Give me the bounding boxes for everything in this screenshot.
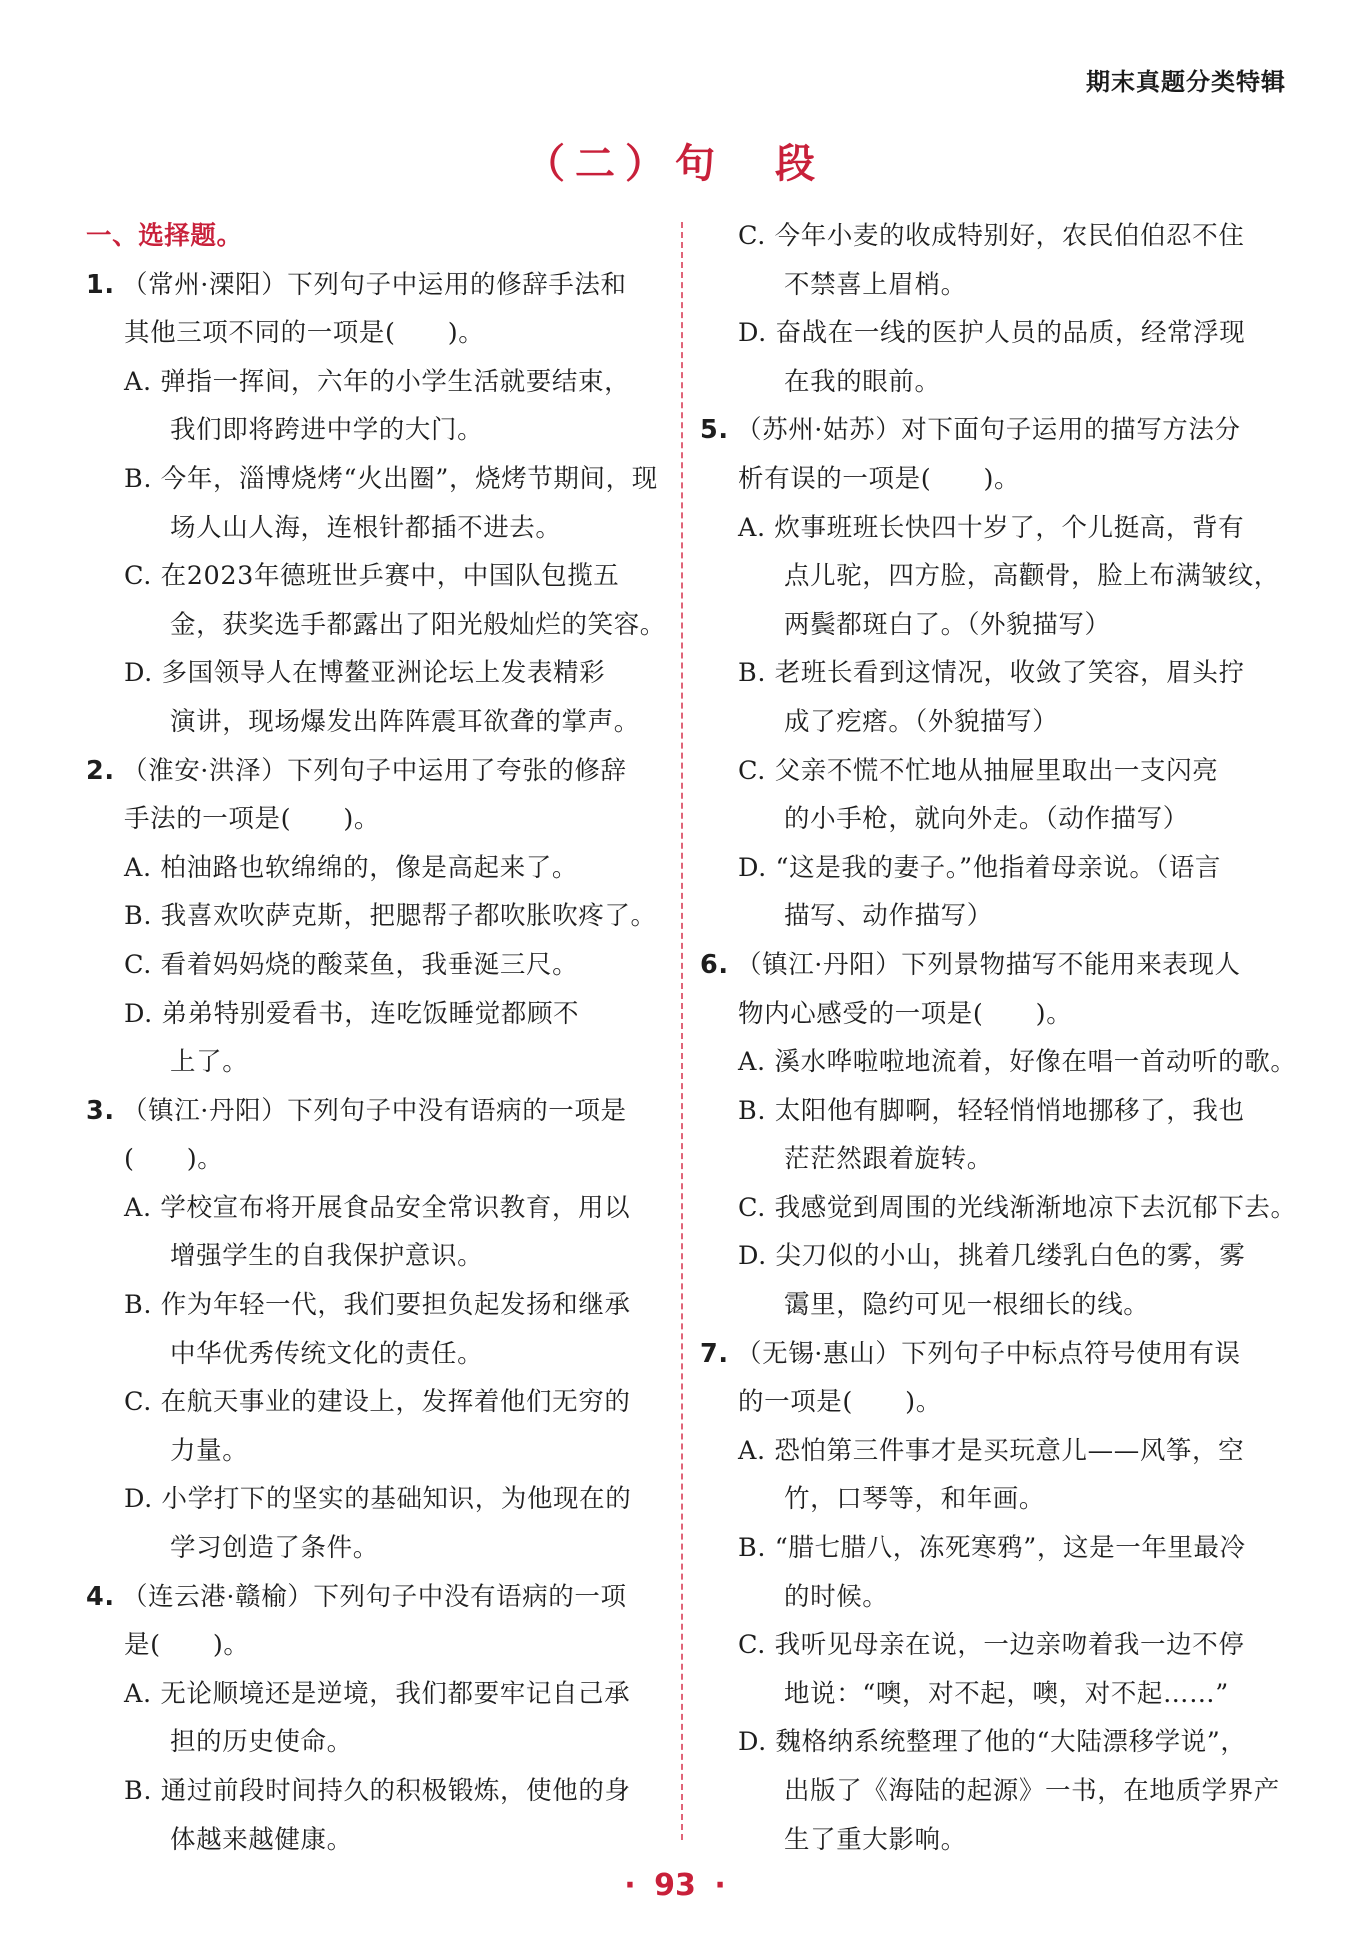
question-number: 1. — [86, 269, 115, 300]
answer-option-line: 演讲，现场爆发出阵阵震耳欲聋的掌声。 — [170, 706, 640, 737]
answer-option-line: A. 溪水哗啦啦地流着，好像在唱一首动听的歌。 — [738, 1047, 1297, 1078]
answer-option-line: 在我的眼前。 — [784, 366, 941, 397]
page-dot-right: · — [714, 1868, 726, 1903]
answer-option-line: A. 无论顺境还是逆境，我们都要牢记自己承 — [124, 1678, 631, 1709]
question-text: （常州·溧阳）下列句子中运用的修辞手法和 — [122, 269, 627, 300]
answer-option-line: 霭里，隐约可见一根细长的线。 — [784, 1290, 1150, 1321]
answer-option-line: A. 柏油路也软绵绵的，像是高起来了。 — [124, 852, 579, 883]
answer-option-line: D. 尖刀似的小山，挑着几缕乳白色的雾，雾 — [738, 1241, 1246, 1272]
left-column — [86, 212, 666, 1864]
answer-option-line: D. 魏格纳系统整理了他的“大陆漂移学说”， — [738, 1727, 1247, 1758]
answer-option-line: C. 在航天事业的建设上，发挥着他们无穷的 — [124, 1387, 631, 1418]
series-title: 期末真题分类特辑 — [1086, 68, 1286, 96]
answer-option-line: 竹，口琴等，和年画。 — [784, 1484, 1046, 1515]
question-text: （镇江·丹阳）下列句子中没有语病的一项是 — [122, 1095, 627, 1126]
answer-option-line: C. 看着妈妈烧的酸菜鱼，我垂涎三尺。 — [124, 949, 579, 980]
question-number: 4. — [86, 1581, 115, 1612]
answer-option-line: 出版了《海陆的起源》一书，在地质学界产 — [784, 1776, 1280, 1806]
question-text: （无锡·惠山）下列句子中标点符号使用有误 — [736, 1338, 1241, 1369]
question-stem-continued: 手法的一项是( )。 — [124, 804, 380, 835]
answer-option-line: D. “这是我的妻子。”他指着母亲说。（语言 — [738, 852, 1222, 883]
answer-option-line: 描写、动作描写） — [784, 901, 993, 932]
question-number: 5. — [700, 415, 729, 446]
question-number: 3. — [86, 1095, 115, 1126]
answer-option-line: 不禁喜上眉梢。 — [784, 269, 967, 300]
answer-option-line: 生了重大影响。 — [784, 1824, 967, 1855]
answer-option-line: B. “腊七腊八，冻死寒鸦”，这是一年里最冷 — [738, 1533, 1246, 1564]
answer-option-line: 我们即将跨进中学的大门。 — [170, 415, 484, 446]
section-title: （二）句 段 — [525, 141, 825, 187]
answer-option-line: A. 恐怕第三件事才是买玩意儿——风筝，空 — [738, 1435, 1245, 1466]
question-number: 6. — [700, 949, 729, 980]
answer-option-line: C. 父亲不慌不忙地从抽屉里取出一支闪亮 — [738, 755, 1219, 786]
answer-option-line: C. 今年小麦的收成特别好，农民伯伯忍不住 — [738, 221, 1245, 251]
question-stem-continued: 其他三项不同的一项是( )。 — [124, 318, 485, 349]
answer-option-line: A. 弹指一挥间，六年的小学生活就要结束， — [124, 366, 631, 397]
answer-option-line: C. 在2023年德班世乒赛中，中国队包揽五 — [124, 561, 620, 592]
answer-option-line: 增强学生的自我保护意识。 — [170, 1241, 484, 1272]
question-text: （苏州·姑苏）对下面句子运用的描写方法分 — [736, 415, 1241, 446]
answer-option-line: 两鬓都斑白了。（外貌描写） — [784, 609, 1111, 640]
answer-option-line: C. 我感觉到周围的光线渐渐地凉下去沉郁下去。 — [738, 1192, 1297, 1223]
answer-option-line: 力量。 — [170, 1435, 249, 1466]
right-question-lines — [700, 212, 1297, 1864]
question-stem-continued: 是( )。 — [124, 1630, 250, 1661]
question-stem — [86, 1573, 666, 1622]
answer-option-line: D. 奋战在一线的医护人员的品质，经常浮现 — [738, 318, 1246, 349]
answer-option-line: 担的历史使命。 — [170, 1727, 353, 1758]
question-stem — [86, 261, 666, 310]
answer-option-line: 成了疙瘩。（外貌描写） — [784, 706, 1059, 737]
answer-option-line: D. 多国领导人在博鳌亚洲论坛上发表精彩 — [124, 658, 606, 689]
answer-option-line: B. 今年，淄博烧烤“火出圈”，烧烤节期间，现 — [124, 463, 658, 494]
question-stem — [86, 1087, 666, 1136]
answer-option-line: C. 我听见母亲在说，一边亲吻着我一边不停 — [738, 1630, 1245, 1661]
answer-option-line: 点儿驼，四方脸，高颧骨，脸上布满皱纹， — [784, 561, 1280, 592]
page-number — [0, 1868, 1350, 1903]
answer-option-line: D. 小学打下的坚实的基础知识，为他现在的 — [124, 1484, 632, 1515]
question-stem-continued: 析有误的一项是( )。 — [738, 463, 1021, 494]
question-stem-continued: 的一项是( )。 — [738, 1387, 942, 1418]
answer-option-line: 金，获奖选手都露出了阳光般灿烂的笑容。 — [170, 609, 666, 640]
page-dot-left: · — [624, 1868, 636, 1903]
answer-option-line: 中华优秀传统文化的责任。 — [170, 1338, 484, 1369]
question-stem-continued: 物内心感受的一项是( )。 — [738, 998, 1073, 1029]
answer-option-line: 茫茫然跟着旋转。 — [784, 1144, 993, 1175]
question-text: （连云港·赣榆）下列句子中没有语病的一项 — [122, 1581, 627, 1612]
question-stem — [86, 747, 666, 796]
left-question-lines — [86, 261, 666, 1865]
question-number: 2. — [86, 755, 115, 786]
answer-option-line: 地说：“噢，对不起，噢，对不起……” — [784, 1678, 1229, 1709]
answer-option-line: A. 炊事班班长快四十岁了，个儿挺高，背有 — [738, 512, 1245, 543]
question-stem-continued: ( )。 — [124, 1144, 224, 1175]
answer-option-line: B. 我喜欢吹萨克斯，把腮帮子都吹胀吹疼了。 — [124, 901, 657, 932]
answer-option-line: B. 太阳他有脚啊，轻轻悄悄地挪移了，我也 — [738, 1095, 1245, 1126]
answer-option-line: 上了。 — [170, 1047, 249, 1078]
answer-option-line: 体越来越健康。 — [170, 1824, 353, 1855]
question-number: 7. — [700, 1338, 729, 1369]
answer-option-line: 学习创造了条件。 — [170, 1533, 379, 1564]
part-heading: 一、选择题。 — [86, 221, 243, 251]
column-divider — [681, 222, 683, 1840]
answer-option-line: 的时候。 — [784, 1581, 889, 1612]
answer-option-line: 场人山人海，连根针都插不进去。 — [170, 512, 562, 543]
question-stem — [700, 941, 1280, 990]
answer-option-line: B. 作为年轻一代，我们要担负起发扬和继承 — [124, 1290, 631, 1321]
answer-option-line: D. 弟弟特别爱看书，连吃饭睡觉都顾不 — [124, 998, 580, 1029]
answer-option-line: A. 学校宣布将开展食品安全常识教育，用以 — [124, 1192, 631, 1223]
page-number-value: 93 — [654, 1868, 696, 1903]
question-stem — [700, 1330, 1280, 1379]
question-stem — [700, 406, 1280, 455]
answer-option-line: B. 通过前段时间持久的积极锻炼，使他的身 — [124, 1776, 631, 1806]
right-column — [700, 212, 1297, 1864]
question-text: （镇江·丹阳）下列景物描写不能用来表现人 — [736, 949, 1241, 980]
question-text: （淮安·洪泽）下列句子中运用了夸张的修辞 — [122, 755, 627, 786]
answer-option-line: 的小手枪，就向外走。（动作描写） — [784, 804, 1189, 835]
answer-option-line: B. 老班长看到这情况，收敛了笑容，眉头拧 — [738, 658, 1245, 689]
